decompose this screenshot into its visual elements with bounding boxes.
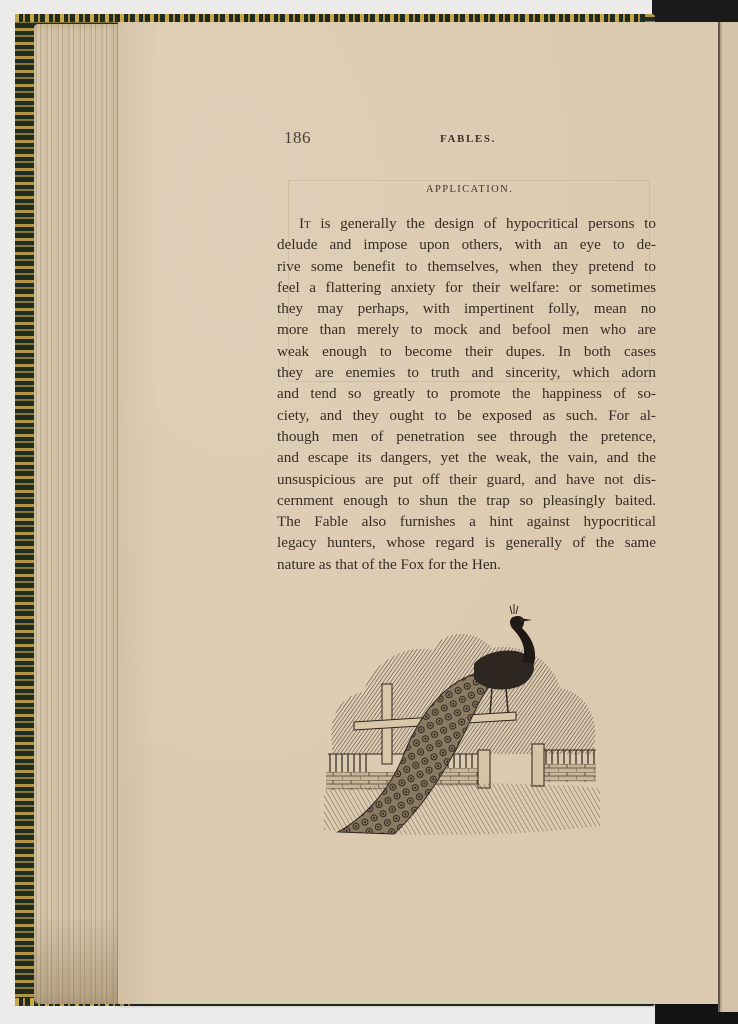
running-head [284,128,664,150]
text-line: they are enemies to truth and sincerity, which adorn [277,364,656,382]
text-line: feel a flattering anxiety for their welfare: or sometimes [277,278,656,296]
text-line: rive some benefit to themselves, when they pretend to [277,257,656,275]
text-line: legacy hunters, whose regard is generally of the same [277,534,656,552]
text-line: nature as that of the Fox for the Hen. [277,555,501,573]
text-line: though men of penetration see through the pretence, [277,427,656,445]
page-stack-edges [34,24,124,1004]
text-line: unsuspicious are put off their guard, and have not dis- [277,470,656,488]
running-title: FABLES. [440,133,496,145]
peacock-engraving-icon [324,604,600,838]
cover-gilt-top-edge [15,14,645,22]
text-line: weak enough to become their dupes. In both cases [277,342,656,360]
peacock-woodcut-illustration [324,604,600,838]
text-line [277,213,656,234]
text-line: more than merely to mock and befool men who are [277,321,656,339]
text-line: The Fable also furnishes a hint against hypocritical [277,513,656,531]
text-line: ciety, and they ought to be exposed as such. For al- [277,406,656,424]
text-line: delude and impose upon others, with an eye to de- [277,236,656,254]
background-dark-top [652,0,738,24]
section-heading: APPLICATION. [426,184,514,195]
text-line: and tend so greatly to promote the happiness of so- [277,385,656,403]
text-line: cernment enough to shun the trap so pleasingly baited. [277,491,656,509]
text-line: and escape its dangers, yet the weak, the vain, and the [277,449,656,467]
application-paragraph [277,213,656,575]
text-line-rest: is generally the design of hypocritical persons to [310,215,656,232]
facing-page-edge [718,22,738,1012]
drop-word: It [299,215,311,232]
text-line: they may perhaps, with impertinent folly, mean no [277,300,656,318]
page-number: 186 [284,128,311,147]
